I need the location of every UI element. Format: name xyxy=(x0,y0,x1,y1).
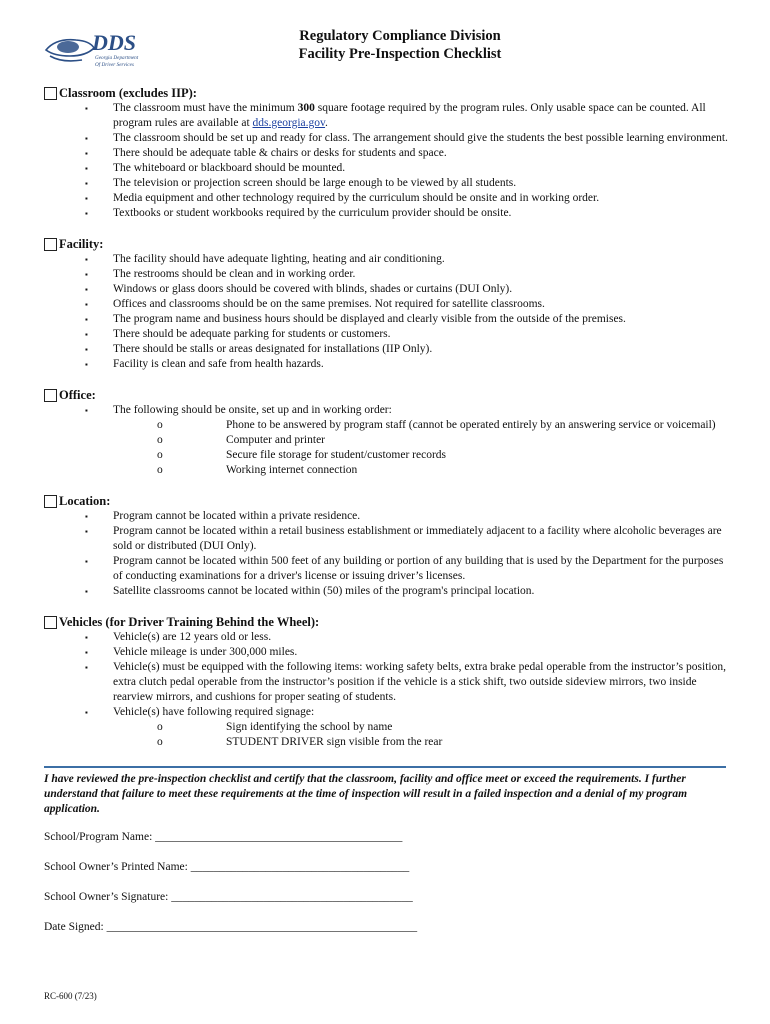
certification-statement: I have reviewed the pre-inspection checklist and certify that the classroom, facility and office meet or exceed the requirements. I further understand that failure to meet these requirements at the time of inspection will result in a failed inspection and a denial of my program application. xyxy=(44,773,688,815)
document-header xyxy=(0,27,770,63)
bullet-item xyxy=(44,161,734,176)
bullet-list xyxy=(44,403,734,478)
bullet-text: The facility should have adequate lighting, heating and air conditioning. xyxy=(113,253,445,265)
bullet-marker-icon: ▪ xyxy=(85,179,88,188)
bullet-item xyxy=(44,282,734,297)
section-checkbox[interactable] xyxy=(44,238,57,251)
bullet-item xyxy=(44,357,734,372)
school-program-name-field[interactable]: School/Program Name: ___________________________________________ xyxy=(44,831,403,843)
owner-signature-field[interactable]: School Owner’s Signature: __________________________________________ xyxy=(44,891,413,903)
bullet-item xyxy=(44,176,734,191)
bullet-marker-icon: ▪ xyxy=(85,209,88,218)
date-signed-field[interactable]: Date Signed: ______________________________________________________ xyxy=(44,921,418,933)
bullet-item xyxy=(44,131,734,146)
bullet-marker-icon: ▪ xyxy=(85,648,88,657)
bullet-text: . xyxy=(325,117,328,129)
bullet-text: Windows or glass doors should be covered with blinds, shades or curtains (DUI Only). xyxy=(113,283,513,295)
bullet-item xyxy=(44,191,734,206)
bullet-marker-icon: ▪ xyxy=(85,512,88,521)
bullet-text: square footage required by the program rules. Only usable space can be counted. All program rules are available at xyxy=(113,102,706,129)
bullet-text: The classroom must have the minimum xyxy=(113,102,298,114)
section-heading xyxy=(44,387,734,403)
bullet-item xyxy=(44,206,734,221)
section-heading-text: Location: xyxy=(59,493,111,508)
bullet-marker-icon: ▪ xyxy=(85,300,88,309)
section-heading-text: Classroom (excludes IIP): xyxy=(59,85,197,100)
bullet-marker-icon: ▪ xyxy=(85,406,88,415)
bullet-item xyxy=(44,584,734,599)
sub-item xyxy=(159,448,734,463)
sub-item xyxy=(159,463,734,478)
logo-text: DDS xyxy=(92,30,137,55)
bullet-text: Vehicle(s) have following required signage: xyxy=(113,706,315,718)
section-checkbox[interactable] xyxy=(44,616,57,629)
sub-item-text: Secure file storage for student/customer records xyxy=(226,449,447,461)
bullet-item xyxy=(44,630,734,645)
logo-sub1: Georgia Department xyxy=(95,55,139,61)
checklist-section xyxy=(44,236,734,372)
bullet-item xyxy=(44,297,734,312)
sub-marker-icon: o xyxy=(157,464,163,476)
bullet-text: Offices and classrooms should be on the same premises. Not required for satellite classrooms. xyxy=(113,298,545,310)
sub-marker-icon: o xyxy=(157,419,163,431)
sub-marker-icon: o xyxy=(157,449,163,461)
bullet-item xyxy=(44,660,734,705)
bullet-item xyxy=(44,524,734,554)
rules-link[interactable]: dds.georgia.gov xyxy=(252,117,326,129)
section-heading xyxy=(44,236,734,252)
bullet-marker-icon: ▪ xyxy=(85,285,88,294)
bullet-item xyxy=(44,342,734,357)
sub-item xyxy=(159,418,734,433)
checklist-section xyxy=(44,614,734,750)
bullet-item xyxy=(44,705,734,720)
owner-printed-name-field[interactable]: School Owner’s Printed Name: ______________________________________ xyxy=(44,861,410,873)
sub-marker-icon: o xyxy=(157,721,163,733)
bullet-text: Media equipment and other technology required by the curriculum should be onsite and in working order. xyxy=(113,192,600,204)
checklist-section xyxy=(44,85,734,221)
bullet-text: Program cannot be located within 500 feet of any building or portion of any building that is used by the Department for the purposes of conducting examinations for a driver's license or issuing driver’s licenses. xyxy=(113,555,724,582)
sub-item xyxy=(159,720,734,735)
bullet-text: The television or projection screen should be large enough to be viewed by all students. xyxy=(113,177,517,189)
bullet-list xyxy=(44,101,734,221)
section-heading-text: Vehicles (for Driver Training Behind the Wheel): xyxy=(59,614,320,629)
bullet-text: The restrooms should be clean and in working order. xyxy=(113,268,356,280)
section-checkbox[interactable] xyxy=(44,495,57,508)
bullet-text: There should be stalls or areas designated for installations (IIP Only). xyxy=(113,343,433,355)
bullet-text: There should be adequate parking for students or customers. xyxy=(113,328,391,340)
bullet-text: Textbooks or student workbooks required by the curriculum provider should be onsite. xyxy=(113,207,512,219)
bullet-item xyxy=(44,403,734,418)
section-checkbox[interactable] xyxy=(44,389,57,402)
bullet-text: Vehicle(s) are 12 years old or less. xyxy=(113,631,272,643)
bullet-item xyxy=(44,252,734,267)
sub-item-text: STUDENT DRIVER sign visible from the rear xyxy=(226,736,443,748)
sub-item-text: Computer and printer xyxy=(226,434,326,446)
bullet-marker-icon: ▪ xyxy=(85,708,88,717)
bullet-item xyxy=(44,554,734,584)
section-heading xyxy=(44,493,734,509)
bullet-item xyxy=(44,645,734,660)
bullet-marker-icon: ▪ xyxy=(85,360,88,369)
bullet-marker-icon: ▪ xyxy=(85,194,88,203)
bullet-text: The whiteboard or blackboard should be mounted. xyxy=(113,162,346,174)
bullet-marker-icon: ▪ xyxy=(85,255,88,264)
sub-marker-icon: o xyxy=(157,434,163,446)
bullet-marker-icon: ▪ xyxy=(85,663,88,672)
document-subtitle: Facility Pre-Inspection Checklist xyxy=(298,46,502,62)
sub-item-text: Phone to be answered by program staff (cannot be operated entirely by an answering service or voicemail) xyxy=(226,419,716,431)
bullet-marker-icon: ▪ xyxy=(85,587,88,596)
sub-item xyxy=(159,735,734,750)
bullet-text: Facility is clean and safe from health hazards. xyxy=(113,358,324,370)
bullet-text: Program cannot be located within a private residence. xyxy=(113,510,361,522)
bullet-marker-icon: ▪ xyxy=(85,345,88,354)
bullet-marker-icon: ▪ xyxy=(85,149,88,158)
section-checkbox[interactable] xyxy=(44,87,57,100)
checklist-section xyxy=(44,387,734,478)
bullet-marker-icon: ▪ xyxy=(85,134,88,143)
bullet-marker-icon: ▪ xyxy=(85,527,88,536)
bullet-text: Vehicle(s) must be equipped with the following items: working safety belts, extra brake pedal operable from the instructor’s position, extra clutch pedal operable from the instructor’s position if the vehicle is a stick shift, two outside sideview mirrors, two inside rearview mirrors, and cushions for proper seating of students. xyxy=(113,661,726,703)
sub-marker-icon: o xyxy=(157,736,163,748)
section-heading xyxy=(44,85,734,101)
bullet-text: The program name and business hours should be displayed and clearly visible from the outside of the premises. xyxy=(113,313,626,325)
section-heading-text: Facility: xyxy=(59,236,104,251)
bullet-marker-icon: ▪ xyxy=(85,557,88,566)
bullet-item xyxy=(44,146,734,161)
bullet-item xyxy=(44,267,734,282)
section-heading xyxy=(44,614,734,630)
logo-sub2: Of Driver Services xyxy=(95,62,134,68)
bullet-text: The classroom should be set up and ready for class. The arrangement should give the students the best possible learning environment. xyxy=(113,132,728,144)
bullet-list xyxy=(44,252,734,372)
sub-item-text: Working internet connection xyxy=(226,464,358,476)
bullet-text: The following should be onsite, set up and in working order: xyxy=(113,404,392,416)
bullet-marker-icon: ▪ xyxy=(85,104,88,113)
bullet-text: Satellite classrooms cannot be located within (50) miles of the program's principal location. xyxy=(113,585,535,597)
section-heading-text: Office: xyxy=(59,387,96,402)
divider-rule xyxy=(44,766,726,768)
bullet-text: Program cannot be located within a retail business establishment or immediately adjacent to a facility where alcoholic beverages are sold or distributed (DUI Only). xyxy=(113,525,722,552)
sub-item xyxy=(159,433,734,448)
bullet-list xyxy=(44,509,734,599)
document-title: Regulatory Compliance Division xyxy=(299,28,501,44)
checklist-section xyxy=(44,493,734,599)
bullet-text: There should be adequate table & chairs or desks for students and space. xyxy=(113,147,447,159)
bullet-text: Vehicle mileage is under 300,000 miles. xyxy=(113,646,298,658)
bullet-emphasis: 300 xyxy=(297,102,315,114)
bullet-marker-icon: ▪ xyxy=(85,270,88,279)
bullet-item xyxy=(44,327,734,342)
bullet-item xyxy=(44,312,734,327)
checklist-sections xyxy=(44,85,734,765)
bullet-marker-icon: ▪ xyxy=(85,330,88,339)
bullet-marker-icon: ▪ xyxy=(85,315,88,324)
form-number: RC-600 (7/23) xyxy=(44,991,97,1001)
bullet-item xyxy=(44,101,734,131)
sub-item-text: Sign identifying the school by name xyxy=(226,721,393,733)
bullet-marker-icon: ▪ xyxy=(85,633,88,642)
bullet-list xyxy=(44,630,734,750)
bullet-marker-icon: ▪ xyxy=(85,164,88,173)
bullet-item xyxy=(44,509,734,524)
